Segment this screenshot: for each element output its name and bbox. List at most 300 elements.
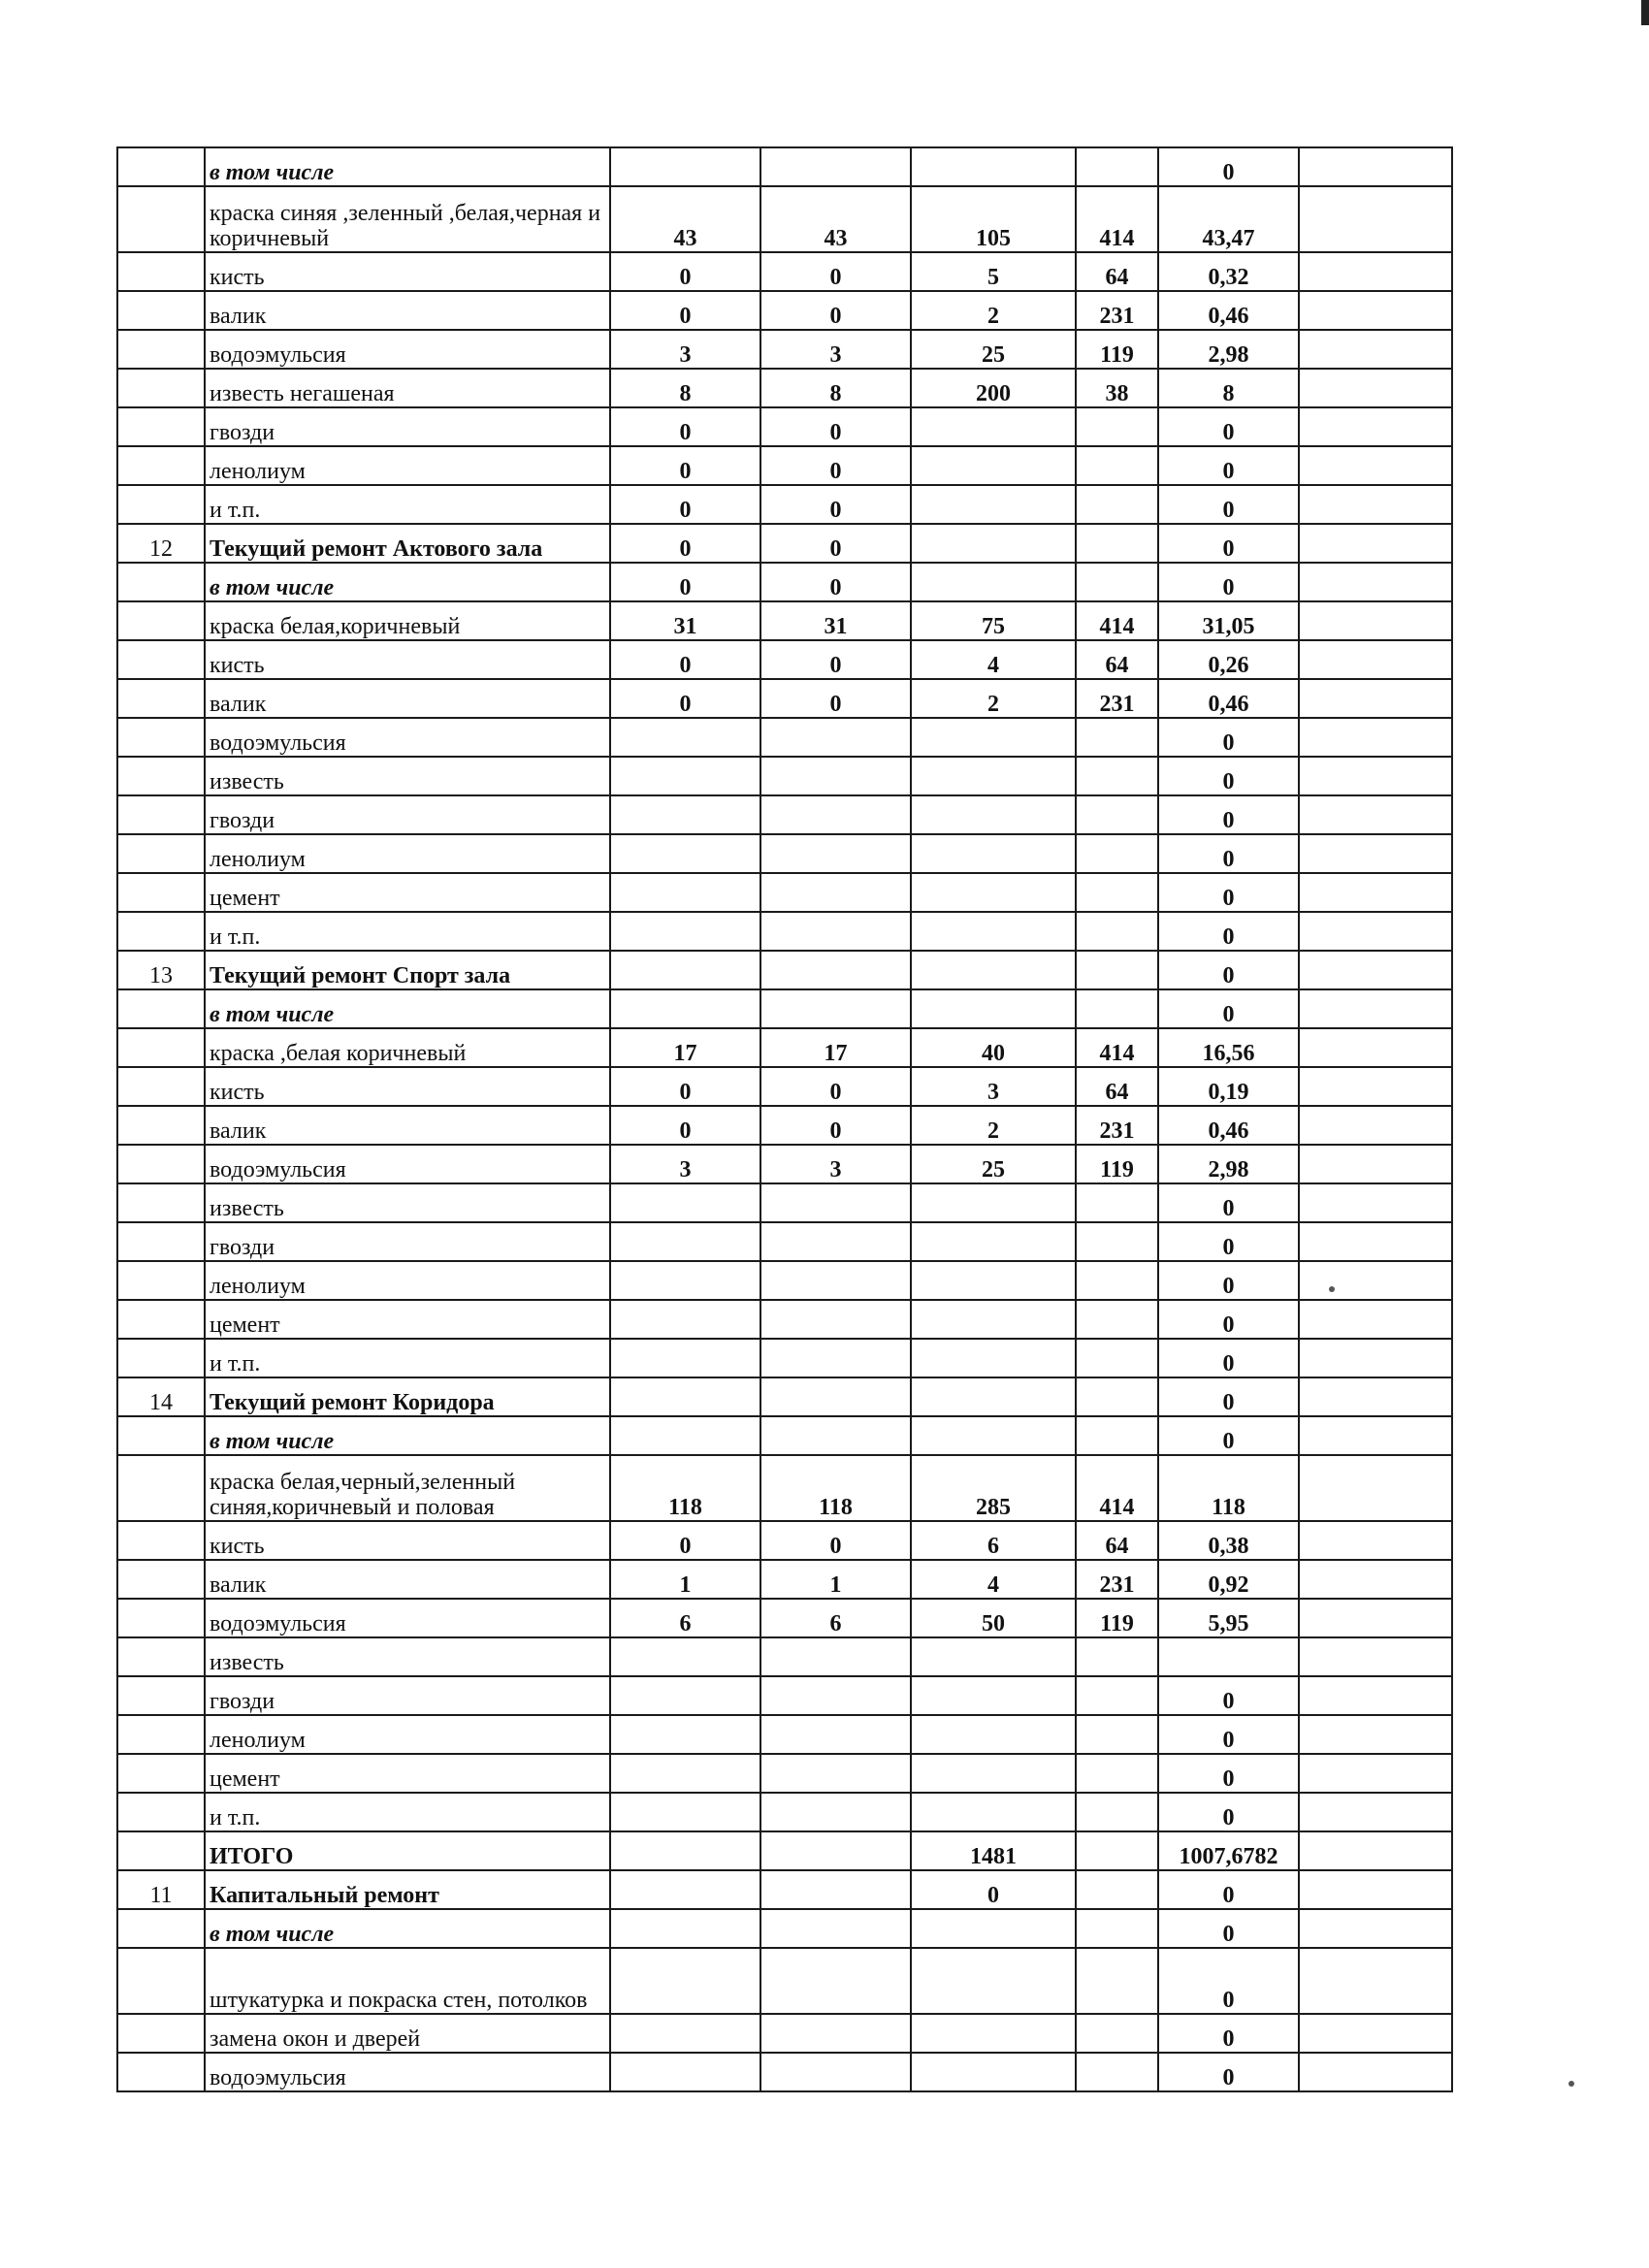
units-cell: [911, 834, 1076, 873]
item-name-cell: краска синяя ,зеленный ,белая,черная и коричневый: [205, 186, 610, 252]
price-cell: [1076, 1793, 1158, 1831]
price-cell: [1076, 989, 1158, 1028]
actual-qty-cell: [760, 147, 911, 186]
sum-cell: 0: [1158, 2014, 1299, 2053]
row-number-cell: [117, 989, 205, 1028]
price-cell: [1076, 1831, 1158, 1870]
empty-note-cell: [1299, 1028, 1452, 1067]
scan-speck: [1329, 1286, 1335, 1292]
sum-cell: 0: [1158, 524, 1299, 563]
item-name-cell: кисть: [205, 252, 610, 291]
sum-cell: 0,46: [1158, 679, 1299, 718]
empty-note-cell: [1299, 291, 1452, 330]
units-cell: [911, 1676, 1076, 1715]
planned-qty-cell: [610, 1339, 760, 1377]
row-number-cell: [117, 485, 205, 524]
units-cell: [911, 147, 1076, 186]
sum-cell: 0: [1158, 989, 1299, 1028]
table-row: [117, 873, 1452, 912]
sum-cell: 0: [1158, 1300, 1299, 1339]
row-number-cell: [117, 1909, 205, 1948]
row-number-cell: [117, 1831, 205, 1870]
price-cell: [1076, 1870, 1158, 1909]
table-row: [117, 1909, 1452, 1948]
price-cell: 119: [1076, 330, 1158, 369]
item-name-cell: валик: [205, 1560, 610, 1599]
empty-note-cell: [1299, 1377, 1452, 1416]
units-cell: [911, 446, 1076, 485]
item-name-cell: водоэмульсия: [205, 1145, 610, 1183]
item-name-cell: замена окон и дверей: [205, 2014, 610, 2053]
item-name-cell: водоэмульсия: [205, 718, 610, 757]
price-cell: [1076, 1909, 1158, 1948]
row-number-cell: [117, 252, 205, 291]
item-name-cell: ИТОГО: [205, 1831, 610, 1870]
item-name-cell: Текущий ремонт Коридора: [205, 1377, 610, 1416]
sum-cell: 0: [1158, 2053, 1299, 2091]
empty-note-cell: [1299, 989, 1452, 1028]
table-row: [117, 912, 1452, 951]
item-name-cell: известь: [205, 1183, 610, 1222]
units-cell: [911, 757, 1076, 795]
price-cell: [1076, 873, 1158, 912]
sum-cell: 0: [1158, 795, 1299, 834]
item-name-cell: известь: [205, 757, 610, 795]
table-row: [117, 679, 1452, 718]
sum-cell: [1158, 1637, 1299, 1676]
planned-qty-cell: [610, 1715, 760, 1754]
planned-qty-cell: 6: [610, 1599, 760, 1637]
row-number-cell: [117, 1560, 205, 1599]
actual-qty-cell: [760, 1909, 911, 1948]
row-number-cell: [117, 1948, 205, 2014]
actual-qty-cell: 6: [760, 1599, 911, 1637]
sum-cell: 0: [1158, 951, 1299, 989]
units-cell: [911, 524, 1076, 563]
item-name-cell: кисть: [205, 1521, 610, 1560]
planned-qty-cell: [610, 2053, 760, 2091]
materials-table-body: [117, 147, 1452, 2091]
planned-qty-cell: 0: [610, 252, 760, 291]
row-number-cell: [117, 563, 205, 601]
price-cell: 231: [1076, 291, 1158, 330]
actual-qty-cell: 0: [760, 563, 911, 601]
row-number-cell: [117, 446, 205, 485]
empty-note-cell: [1299, 1909, 1452, 1948]
actual-qty-cell: [760, 757, 911, 795]
table-row: [117, 1106, 1452, 1145]
row-number-cell: [117, 1067, 205, 1106]
row-number-cell: [117, 1183, 205, 1222]
planned-qty-cell: [610, 1793, 760, 1831]
units-cell: [911, 1754, 1076, 1793]
empty-note-cell: [1299, 369, 1452, 407]
item-name-cell: и т.п.: [205, 912, 610, 951]
actual-qty-cell: [760, 1222, 911, 1261]
planned-qty-cell: [610, 1416, 760, 1455]
table-row: [117, 1067, 1452, 1106]
row-number-cell: [117, 1521, 205, 1560]
item-name-cell: цемент: [205, 1754, 610, 1793]
table-row: [117, 485, 1452, 524]
actual-qty-cell: 0: [760, 252, 911, 291]
empty-note-cell: [1299, 1222, 1452, 1261]
actual-qty-cell: 3: [760, 1145, 911, 1183]
actual-qty-cell: 0: [760, 679, 911, 718]
units-cell: 25: [911, 330, 1076, 369]
sum-cell: 0: [1158, 1754, 1299, 1793]
units-cell: [911, 485, 1076, 524]
units-cell: 25: [911, 1145, 1076, 1183]
price-cell: [1076, 1377, 1158, 1416]
actual-qty-cell: 0: [760, 1067, 911, 1106]
table-row: [117, 252, 1452, 291]
actual-qty-cell: 0: [760, 1106, 911, 1145]
actual-qty-cell: [760, 989, 911, 1028]
price-cell: [1076, 1948, 1158, 2014]
price-cell: 119: [1076, 1145, 1158, 1183]
table-row: [117, 369, 1452, 407]
empty-note-cell: [1299, 252, 1452, 291]
row-number-cell: [117, 873, 205, 912]
planned-qty-cell: 17: [610, 1028, 760, 1067]
planned-qty-cell: [610, 1676, 760, 1715]
units-cell: 40: [911, 1028, 1076, 1067]
units-cell: 2: [911, 679, 1076, 718]
item-name-cell: ленолиум: [205, 1261, 610, 1300]
units-cell: [911, 1183, 1076, 1222]
materials-table: [116, 146, 1453, 2092]
table-row: [117, 1183, 1452, 1222]
empty-note-cell: [1299, 407, 1452, 446]
row-number-cell: [117, 679, 205, 718]
price-cell: [1076, 1339, 1158, 1377]
units-cell: [911, 989, 1076, 1028]
actual-qty-cell: 118: [760, 1455, 911, 1521]
table-row: [117, 2053, 1452, 2091]
sum-cell: 0: [1158, 1416, 1299, 1455]
planned-qty-cell: 0: [610, 1521, 760, 1560]
table-row: [117, 834, 1452, 873]
item-name-cell: известь: [205, 1637, 610, 1676]
empty-note-cell: [1299, 186, 1452, 252]
empty-note-cell: [1299, 951, 1452, 989]
actual-qty-cell: [760, 1715, 911, 1754]
sum-cell: 0: [1158, 407, 1299, 446]
planned-qty-cell: 0: [610, 291, 760, 330]
table-row: [117, 1339, 1452, 1377]
actual-qty-cell: [760, 1300, 911, 1339]
sum-cell: 0: [1158, 873, 1299, 912]
units-cell: [911, 1909, 1076, 1948]
empty-note-cell: [1299, 485, 1452, 524]
units-cell: 2: [911, 1106, 1076, 1145]
planned-qty-cell: [610, 989, 760, 1028]
scan-edge-mark: [1641, 0, 1649, 25]
units-cell: 3: [911, 1067, 1076, 1106]
row-number-cell: [117, 1754, 205, 1793]
empty-note-cell: [1299, 1715, 1452, 1754]
actual-qty-cell: [760, 1870, 911, 1909]
planned-qty-cell: 0: [610, 524, 760, 563]
actual-qty-cell: [760, 795, 911, 834]
empty-note-cell: [1299, 601, 1452, 640]
table-row: [117, 989, 1452, 1028]
item-name-cell: Капитальный ремонт: [205, 1870, 610, 1909]
sum-cell: 16,56: [1158, 1028, 1299, 1067]
table-row: [117, 407, 1452, 446]
empty-note-cell: [1299, 1599, 1452, 1637]
sum-cell: 0: [1158, 1715, 1299, 1754]
price-cell: 414: [1076, 186, 1158, 252]
planned-qty-cell: [610, 1909, 760, 1948]
scan-speck: [1568, 2081, 1574, 2087]
planned-qty-cell: 3: [610, 330, 760, 369]
sum-cell: 2,98: [1158, 1145, 1299, 1183]
units-cell: 75: [911, 601, 1076, 640]
sum-cell: 43,47: [1158, 186, 1299, 252]
sum-cell: 0: [1158, 834, 1299, 873]
row-number-cell: [117, 330, 205, 369]
price-cell: [1076, 2014, 1158, 2053]
units-cell: 4: [911, 640, 1076, 679]
empty-note-cell: [1299, 1754, 1452, 1793]
table-row: [117, 446, 1452, 485]
actual-qty-cell: [760, 2014, 911, 2053]
planned-qty-cell: [610, 2014, 760, 2053]
row-number-cell: [117, 1261, 205, 1300]
item-name-cell: валик: [205, 291, 610, 330]
sum-cell: 0,92: [1158, 1560, 1299, 1599]
actual-qty-cell: 31: [760, 601, 911, 640]
empty-note-cell: [1299, 1676, 1452, 1715]
item-name-cell: краска белая,коричневый: [205, 601, 610, 640]
item-name-cell: кисть: [205, 1067, 610, 1106]
table-row: [117, 1028, 1452, 1067]
units-cell: [911, 2014, 1076, 2053]
price-cell: 231: [1076, 1560, 1158, 1599]
units-cell: [911, 951, 1076, 989]
table-row: [117, 1521, 1452, 1560]
price-cell: [1076, 795, 1158, 834]
units-cell: 50: [911, 1599, 1076, 1637]
table-row: [117, 1715, 1452, 1754]
price-cell: [1076, 757, 1158, 795]
price-cell: [1076, 1222, 1158, 1261]
item-name-cell: в том числе: [205, 989, 610, 1028]
planned-qty-cell: 43: [610, 186, 760, 252]
price-cell: 414: [1076, 1455, 1158, 1521]
price-cell: [1076, 912, 1158, 951]
sum-cell: 0: [1158, 1909, 1299, 1948]
row-number-cell: [117, 1106, 205, 1145]
empty-note-cell: [1299, 1145, 1452, 1183]
row-number-cell: [117, 1145, 205, 1183]
row-number-cell: [117, 1416, 205, 1455]
empty-note-cell: [1299, 1067, 1452, 1106]
sum-cell: 5,95: [1158, 1599, 1299, 1637]
actual-qty-cell: 0: [760, 1521, 911, 1560]
table-row: [117, 1948, 1452, 2014]
units-cell: [911, 2053, 1076, 2091]
units-cell: [911, 1222, 1076, 1261]
price-cell: 231: [1076, 679, 1158, 718]
empty-note-cell: [1299, 795, 1452, 834]
empty-note-cell: [1299, 834, 1452, 873]
item-name-cell: валик: [205, 679, 610, 718]
price-cell: [1076, 1676, 1158, 1715]
units-cell: [911, 1715, 1076, 1754]
actual-qty-cell: [760, 1637, 911, 1676]
price-cell: [1076, 407, 1158, 446]
sum-cell: 0: [1158, 1339, 1299, 1377]
table-row: [117, 1560, 1452, 1599]
item-name-cell: водоэмульсия: [205, 1599, 610, 1637]
item-name-cell: в том числе: [205, 1416, 610, 1455]
table-row: [117, 147, 1452, 186]
price-cell: 414: [1076, 601, 1158, 640]
price-cell: [1076, 1637, 1158, 1676]
row-number-cell: [117, 1455, 205, 1521]
item-name-cell: водоэмульсия: [205, 2053, 610, 2091]
sum-cell: 0,46: [1158, 291, 1299, 330]
item-name-cell: известь негашеная: [205, 369, 610, 407]
table-row: [117, 1793, 1452, 1831]
table-row: [117, 795, 1452, 834]
planned-qty-cell: [610, 795, 760, 834]
table-row: [117, 563, 1452, 601]
planned-qty-cell: 0: [610, 679, 760, 718]
sum-cell: 0: [1158, 757, 1299, 795]
item-name-cell: и т.п.: [205, 1793, 610, 1831]
units-cell: [911, 1637, 1076, 1676]
price-cell: [1076, 1416, 1158, 1455]
empty-note-cell: [1299, 446, 1452, 485]
table-row: [117, 186, 1452, 252]
planned-qty-cell: 0: [610, 1106, 760, 1145]
planned-qty-cell: [610, 1183, 760, 1222]
item-name-cell: цемент: [205, 1300, 610, 1339]
planned-qty-cell: [610, 873, 760, 912]
row-number-cell: [117, 640, 205, 679]
sum-cell: 0,26: [1158, 640, 1299, 679]
sum-cell: 0: [1158, 1183, 1299, 1222]
empty-note-cell: [1299, 1455, 1452, 1521]
planned-qty-cell: [610, 147, 760, 186]
actual-qty-cell: [760, 912, 911, 951]
planned-qty-cell: 8: [610, 369, 760, 407]
price-cell: [1076, 1261, 1158, 1300]
units-cell: [911, 1261, 1076, 1300]
price-cell: [1076, 2053, 1158, 2091]
units-cell: [911, 1300, 1076, 1339]
units-cell: [911, 1339, 1076, 1377]
empty-note-cell: [1299, 873, 1452, 912]
sum-cell: 0: [1158, 1676, 1299, 1715]
empty-note-cell: [1299, 563, 1452, 601]
actual-qty-cell: 43: [760, 186, 911, 252]
actual-qty-cell: [760, 1793, 911, 1831]
planned-qty-cell: [610, 1754, 760, 1793]
actual-qty-cell: 0: [760, 446, 911, 485]
actual-qty-cell: [760, 873, 911, 912]
table-row: [117, 951, 1452, 989]
actual-qty-cell: [760, 1183, 911, 1222]
planned-qty-cell: [610, 757, 760, 795]
empty-note-cell: [1299, 1261, 1452, 1300]
planned-qty-cell: [610, 951, 760, 989]
item-name-cell: штукатурка и покраска стен, потолков: [205, 1948, 610, 2014]
item-name-cell: гвозди: [205, 1222, 610, 1261]
actual-qty-cell: 0: [760, 524, 911, 563]
planned-qty-cell: 31: [610, 601, 760, 640]
row-number-cell: [117, 1599, 205, 1637]
actual-qty-cell: [760, 1261, 911, 1300]
sum-cell: 1007,6782: [1158, 1831, 1299, 1870]
price-cell: [1076, 563, 1158, 601]
row-number-cell: [117, 407, 205, 446]
price-cell: [1076, 524, 1158, 563]
units-cell: 0: [911, 1870, 1076, 1909]
units-cell: 6: [911, 1521, 1076, 1560]
units-cell: [911, 718, 1076, 757]
sum-cell: 0: [1158, 446, 1299, 485]
units-cell: 2: [911, 291, 1076, 330]
sum-cell: 0: [1158, 147, 1299, 186]
units-cell: [911, 795, 1076, 834]
price-cell: [1076, 718, 1158, 757]
table-row: [117, 640, 1452, 679]
row-number-cell: [117, 369, 205, 407]
table-row: [117, 1300, 1452, 1339]
price-cell: [1076, 446, 1158, 485]
planned-qty-cell: [610, 1300, 760, 1339]
actual-qty-cell: 0: [760, 407, 911, 446]
sum-cell: 0: [1158, 1261, 1299, 1300]
item-name-cell: ленолиум: [205, 446, 610, 485]
sum-cell: 8: [1158, 369, 1299, 407]
item-name-cell: краска ,белая коричневый: [205, 1028, 610, 1067]
table-row: [117, 1599, 1452, 1637]
sum-cell: 0: [1158, 485, 1299, 524]
price-cell: [1076, 1715, 1158, 1754]
item-name-cell: гвозди: [205, 795, 610, 834]
sum-cell: 0,32: [1158, 252, 1299, 291]
sum-cell: 31,05: [1158, 601, 1299, 640]
row-number-cell: [117, 834, 205, 873]
empty-note-cell: [1299, 1793, 1452, 1831]
table-row: [117, 757, 1452, 795]
sum-cell: 0: [1158, 1948, 1299, 2014]
planned-qty-cell: [610, 1948, 760, 2014]
units-cell: 4: [911, 1560, 1076, 1599]
units-cell: 200: [911, 369, 1076, 407]
empty-note-cell: [1299, 1948, 1452, 2014]
item-name-cell: и т.п.: [205, 485, 610, 524]
table-row: [117, 718, 1452, 757]
row-number-cell: [117, 1028, 205, 1067]
empty-note-cell: [1299, 2014, 1452, 2053]
item-name-cell: гвозди: [205, 407, 610, 446]
planned-qty-cell: 0: [610, 1067, 760, 1106]
row-number-cell: [117, 718, 205, 757]
table-row: [117, 1637, 1452, 1676]
empty-note-cell: [1299, 2053, 1452, 2091]
planned-qty-cell: 0: [610, 485, 760, 524]
actual-qty-cell: [760, 1948, 911, 2014]
row-number-cell: [117, 1637, 205, 1676]
actual-qty-cell: [760, 1377, 911, 1416]
